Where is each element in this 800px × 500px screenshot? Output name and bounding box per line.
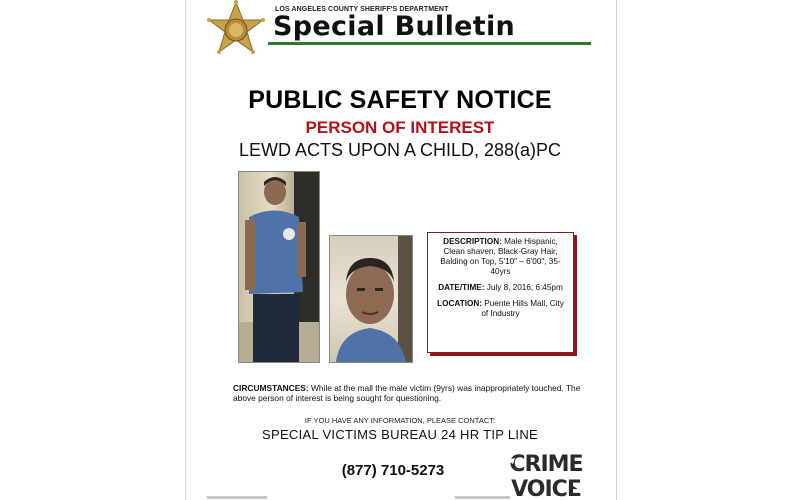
charge-line: LEWD ACTS UPON A CHILD, 288(a)PC	[238, 140, 562, 160]
crime-voice-logo	[503, 450, 589, 500]
location-label: LOCATION:	[437, 299, 482, 308]
tip-line-name: SPECIAL VICTIMS BUREAU 24 HR TIP LINE	[262, 427, 538, 442]
location-entry	[433, 299, 568, 319]
bulletin-title: Special Bulletin	[273, 11, 516, 42]
description-box	[427, 232, 574, 353]
footer-fine-print-right	[455, 495, 525, 500]
suspect-photo-face	[329, 235, 413, 363]
datetime-value: July 8, 2016; 6:45pm	[486, 283, 563, 292]
tip-line-phone: (877) 710-5273	[341, 462, 445, 479]
description-entry	[433, 237, 568, 277]
circumstances-text: While at the mall the male victim (9yrs) was inappropriately touched. The above person of interest is being sought for questioning.	[233, 383, 581, 403]
svg-text:CRIME: CRIME	[509, 452, 583, 477]
description-value: Male Hispanic, Clean shaven, Black-Gray Hair, Balding on Top, 5'10" – 6'00", 35-40yrs	[440, 237, 561, 276]
department-name: LOS ANGELES COUNTY SHERIFF'S DEPARTMENT	[275, 6, 449, 13]
svg-text:VOICE: VOICE	[511, 477, 581, 500]
sheriff-star-badge	[205, 0, 267, 64]
datetime-entry	[433, 283, 568, 293]
circumstances-label: CIRCUMSTANCES:	[233, 383, 309, 393]
circumstances-paragraph	[233, 383, 593, 403]
footer-fine-print-left	[207, 495, 287, 500]
contact-prompt: IF YOU HAVE ANY INFORMATION, PLEASE CONTACT:	[304, 416, 496, 425]
location-value: Puente Hills Mall, City of Industry	[481, 299, 564, 318]
description-label: DESCRIPTION:	[443, 237, 502, 246]
datetime-label: DATE/TIME:	[438, 283, 485, 292]
notice-subheading: PERSON OF INTEREST	[305, 118, 495, 137]
title-underline	[268, 42, 591, 45]
notice-heading: PUBLIC SAFETY NOTICE	[248, 86, 552, 114]
suspect-photo-full-body	[238, 171, 320, 363]
